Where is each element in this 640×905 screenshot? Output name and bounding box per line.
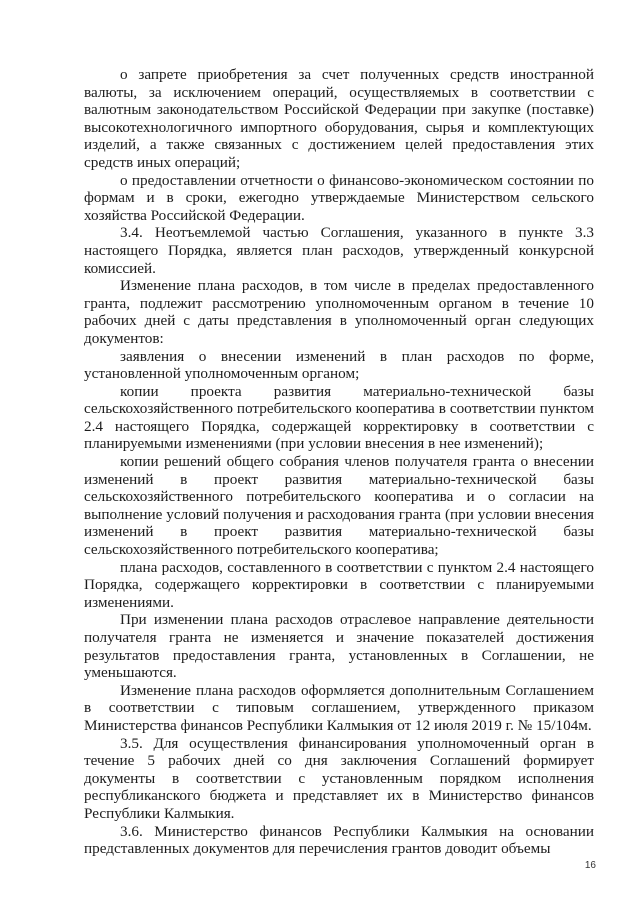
paragraph-3-4: 3.4. Неотъемлемой частью Соглашения, указанного в пункте 3.3 настоящего Порядка, является план расходов, утвержденный конкурсной комиссией. <box>84 224 594 277</box>
paragraph-3-6: 3.6. Министерство финансов Республики Калмыкия на основании представленных документов для перечисления грантов доводит объемы <box>84 822 594 858</box>
document-body <box>84 66 594 858</box>
page-number: 16 <box>584 860 596 871</box>
paragraph-plan-change: Изменение плана расходов, в том числе в пределах предоставленного гранта, подлежит рассмотрению уполномоченным органом в течение 10 рабочих дней с даты представления в уполномоченный орган следующих документов: <box>84 277 594 347</box>
paragraph-application: заявления о внесении изменений в план расходов по форме, установленной уполномоченным органом; <box>84 347 594 383</box>
paragraph-currency-restriction: о запрете приобретения за счет полученных средств иностранной валюты, за исключением операций, осуществляемых в соответствии с валютным законодательством Российской Федерации при закупке (поставке) высокотехнологичного импортного оборудования, сырья и комплектующих изделий, а также связанных с достижением целей предоставления этих средств иных операций; <box>84 66 594 171</box>
paragraph-supplementary-agreement: Изменение плана расходов оформляется дополнительным Соглашением в соответствии с типовым соглашением, утвержденного приказом Министерства финансов Республики Калмыкия от 12 июля 2019 г. № 15/104м. <box>84 681 594 734</box>
paragraph-3-5: 3.5. Для осуществления финансирования уполномоченный орган в течение 5 рабочих дней со дня заключения Соглашений формирует документы в соответствии с установленным порядком исполнения республиканского бюджета и представляет их в Министерство финансов Республики Калмыкия. <box>84 734 594 822</box>
paragraph-meeting-decision: копии решений общего собрания членов получателя гранта о внесении изменений в проект развития материально-технической базы сельскохозяйственного потребительского кооператива и о согласии на выполнение условий получения и расходования гранта (при условии внесения изменений в проект развития материально-технической базы сельскохозяйственного потребительского кооператива; <box>84 453 594 559</box>
paragraph-direction-unchanged: При изменении плана расходов отраслевое направление деятельности получателя гранта не изменяется и значение показателей достижения результатов предоставления гранта, установленных в Соглашении, не уменьшаются. <box>84 611 594 682</box>
paragraph-reporting: о предоставлении отчетности о финансово-экономическом состоянии по формам и в сроки, ежегодно утверждаемые Министерством сельского хозяйства Российской Федерации. <box>84 171 594 224</box>
paragraph-project-copy: копии проекта развития материально-технической базы сельскохозяйственного потребительского кооператива в соответствии пунктом 2.4 настоящего Порядка, содержащей корректировку в соответствии с планируемыми изменениями (при условии внесения в нее изменений); <box>84 382 594 453</box>
paragraph-expense-plan: плана расходов, составленного в соответствии с пунктом 2.4 настоящего Порядка, содержащего корректировки в соответствии с планируемыми изменениями. <box>84 558 594 611</box>
